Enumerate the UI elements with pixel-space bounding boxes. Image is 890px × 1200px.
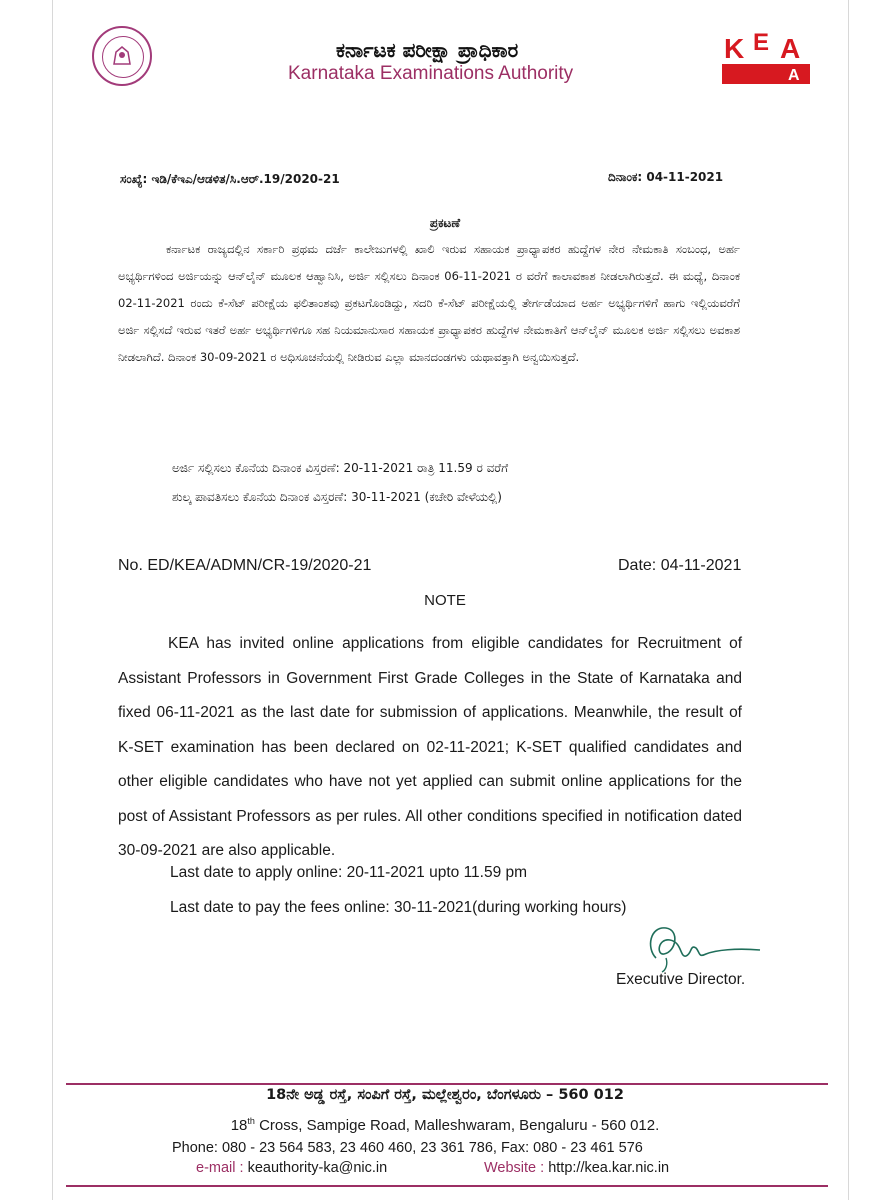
kea-logo (722, 28, 812, 88)
date-english: Date: 04-11-2021 (618, 557, 742, 574)
website-link[interactable]: http://kea.kar.nic.in (548, 1160, 670, 1176)
last-date-fees-kannada: ಶುಲ್ಕ ಪಾವತಿಸಲು ಕೊನೆಯ ದಿನಾಂಕ ವಿಸ್ತರಣೆ: 30-11-2021 (ಕಚೇರಿ ವೇಳೆಯಲ್ಲಿ) (172, 490, 502, 504)
notice-title-english: NOTE (424, 592, 466, 609)
contact-line (196, 1160, 756, 1176)
phone-fax: Phone: 080 - 23 564 583, 23 460 460, 23 361 786, Fax: 080 - 23 461 576 (172, 1140, 643, 1156)
notice-body-kannada: ಕರ್ನಾಟಕ ರಾಜ್ಯದಲ್ಲಿನ ಸರ್ಕಾರಿ ಪ್ರಥಮ ದರ್ಜೆ ಕಾಲೇಜುಗಳಲ್ಲಿ ಖಾಲಿ ಇರುವ ಸಹಾಯಕ ಪ್ರಾಧ್ಯಾಪಕರ ಹುದ್ದೆಗಳ ನೇರ ನೇಮಕಾತಿ ಸಂಬಂಧ, ಅರ್ಹ ಅಭ್ಯರ್ಥಿಗಳಿಂದ ಅರ್ಜಿಯನ್ನು ಆನ್‌ಲೈನ್ ಮೂಲಕ ಆಹ್ವಾನಿಸಿ, ಅರ್ಜಿ ಸಲ್ಲಿಸಲು ದಿನಾಂಕ 06-11-2021 ರ ವರೆಗೆ ಕಾಲಾವಕಾಶ ನೀಡಲಾಗಿರುತ್ತದೆ. ಈ ಮಧ್ಯೆ, ದಿನಾಂಕ 02-11-2021 ರಂದು ಕೆ-ಸೆಟ್ ಪರೀಕ್ಷೆಯ ಫಲಿತಾಂಶವು ಪ್ರಕಟಗೊಂಡಿದ್ದು, ಸದರಿ ಕೆ-ಸೆಟ್ ಪರೀಕ್ಷೆಯಲ್ಲಿ ತೇರ್ಗಡೆಯಾದ ಅರ್ಹ ಅಭ್ಯರ್ಥಿಗಳಿಗೆ ಹಾಗು ಇಲ್ಲಿಯವರೆಗೆ ಅರ್ಜಿ ಸಲ್ಲಿಸದೆ ಇರುವ ಇತರೆ ಅರ್ಹ ಅಭ್ಯರ್ಥಿಗಳಿಗೂ ಸಹ ನಿಯಮಾನುಸಾರ ಸಹಾಯಕ ಪ್ರಾಧ್ಯಾಪಕರ ಹುದ್ದೆಗಳ ನೇಮಕಾತಿಗೆ ಆನ್‌ಲೈನ್ ಮೂಲಕ ಅರ್ಜಿ ಸಲ್ಲಿಸಲು ಅವಕಾಶ ನೀಡಲಾಗಿದೆ. ದಿನಾಂಕ 30-09-2021 ರ ಅಧಿಸೂಚನೆಯಲ್ಲಿ ನೀಡಿರುವ ಎಲ್ಲಾ ಮಾನದಂಡಗಳು ಯಥಾವತ್ತಾಗಿ ಅನ್ವಯಿಸುತ್ತದೆ. (118, 242, 740, 364)
reference-number-english: No. ED/KEA/ADMN/CR-19/2020-21 (118, 557, 372, 574)
address-english: 18th Cross, Sampige Road, Malleshwaram, Bengaluru - 560 012. (230, 1116, 660, 1134)
email-label: e-mail : (196, 1160, 248, 1176)
footer-divider-bottom (66, 1185, 828, 1187)
website-label: Website : (484, 1160, 549, 1176)
notice-title-kannada: ಪ್ರಕಟಣೆ (429, 216, 461, 230)
logo-letter-k: K (724, 33, 745, 64)
logo-letter-e: E (753, 29, 770, 56)
email-link[interactable]: keauthority-ka@nic.in (247, 1160, 388, 1176)
karnataka-seal-icon (92, 26, 152, 86)
last-date-fees-english: Last date to pay the fees online: 30-11-2021(during working hours) (170, 899, 627, 916)
footer-divider-top (66, 1083, 828, 1085)
logo-letter-a: A (780, 33, 801, 64)
address-kannada: 18ನೇ ಅಡ್ಡ ರಸ್ತೆ, ಸಂಪಿಗೆ ರಸ್ತೆ, ಮಲ್ಲೇಶ್ವರಂ, ಬೆಂಗಳೂರು – 560 012 (266, 1087, 624, 1103)
signatory-designation: Executive Director. (616, 971, 746, 988)
last-date-apply-kannada: ಅರ್ಜಿ ಸಲ್ಲಿಸಲು ಕೊನೆಯ ದಿನಾಂಕ ವಿಸ್ತರಣೆ: 20-11-2021 ರಾತ್ರಿ 11.59 ರ ವರೆಗೆ (172, 461, 509, 475)
date-kannada: ದಿನಾಂಕ: 04-11-2021 (608, 170, 724, 184)
notice-body-english: KEA has invited online applications from eligible candidates for Recruitment of Assistant Professors in Government First Grade Colleges in the State of Karnataka and fixed 06-11-2021 as the last date for submission of applications. Meanwhile, the result of K-SET examination has been declared on 02-11-2021; K-SET qualified candidates and other eligible candidates who have not yet applied can submit online applications for the post of Assistant Professors as per rules. All other conditions specified in notification dated 30-09-2021 are also applicable. (118, 635, 742, 859)
last-date-apply-english: Last date to apply online: 20-11-2021 upto 11.59 pm (170, 864, 528, 881)
authority-name-kannada: ಕರ್ನಾಟಕ ಪರೀಕ್ಷಾ ಪ್ರಾಧಿಕಾರ (336, 38, 519, 62)
reference-number-kannada: ಸಂಖ್ಯೆ: ಇಡಿ/ಕೆಇಎ/ಆಡಳಿತ/ಸಿ.ಆರ್.19/2020-21 (120, 172, 340, 186)
signature (636, 918, 766, 978)
svg-text:A: A (788, 67, 800, 84)
authority-name-english: Karnataka Examinations Authority (288, 63, 574, 84)
